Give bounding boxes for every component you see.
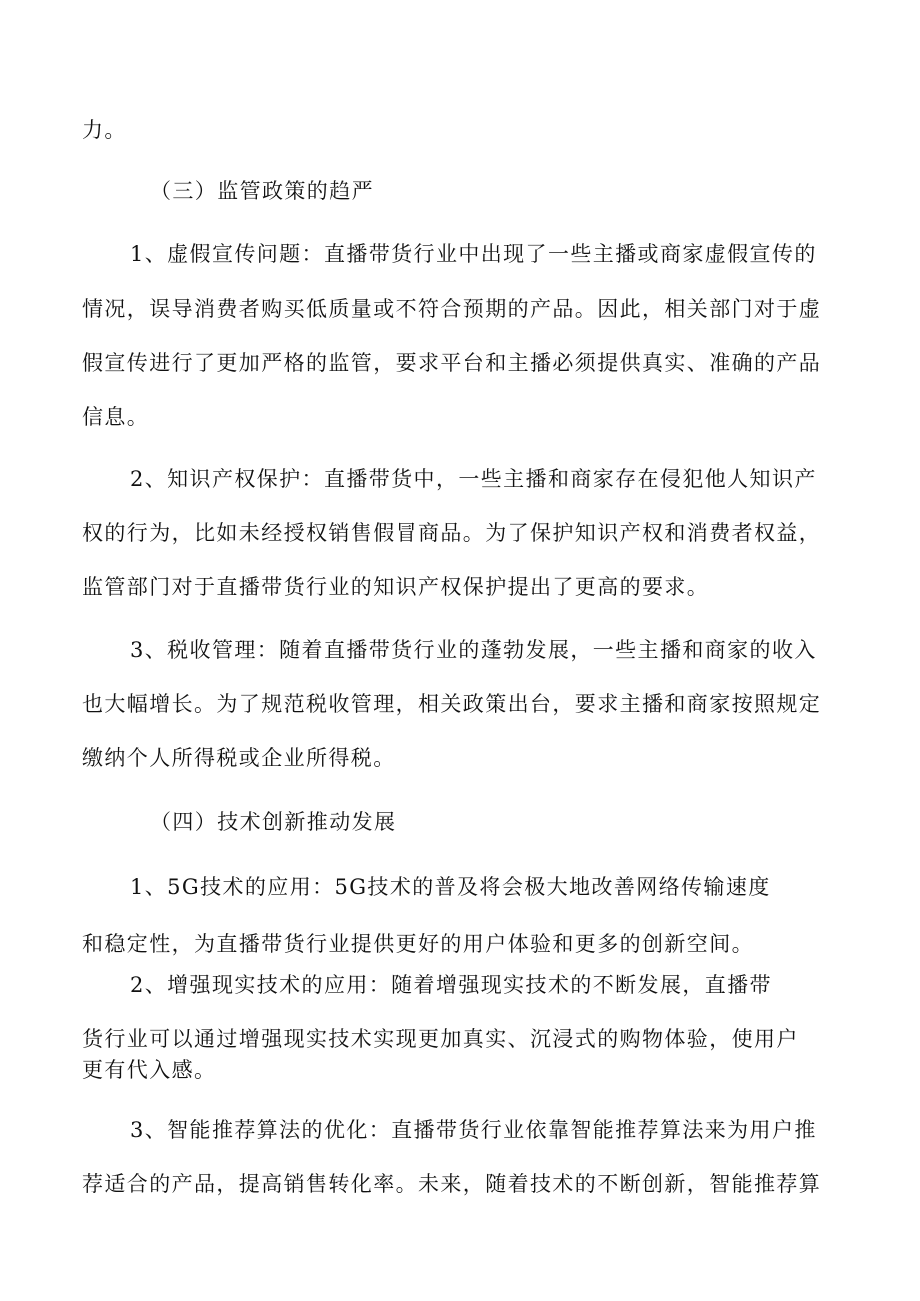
text-line: 更有代入感。 — [82, 1058, 217, 1082]
text-line: 3、智能推荐算法的优化：直播带货行业依靠智能推荐算法来为用户推 — [130, 1118, 817, 1142]
text-line: 假宣传进行了更加严格的监管，要求平台和主播必须提供真实、准确的产品 — [82, 351, 822, 375]
text-line: 缴纳个人所得税或企业所得税。 — [82, 746, 396, 770]
text-line: 也大幅增长。为了规范税收管理，相关政策出台，要求主播和商家按照规定 — [82, 692, 822, 716]
text-line: 权的行为，比如未经授权销售假冒商品。为了保护知识产权和消费者权益， — [82, 521, 822, 545]
text-line: 力。 — [82, 118, 127, 142]
text-line: 1、虚假宣传问题：直播带货行业中出现了一些主播或商家虚假宣传的 — [130, 242, 817, 266]
text-line: 3、税收管理：随着直播带货行业的蓬勃发展，一些主播和商家的收入 — [130, 638, 817, 662]
text-line: 1、5G技术的应用：5G技术的普及将会极大地改善网络传输速度 — [130, 875, 771, 899]
text-line: 和稳定性，为直播带货行业提供更好的用户体验和更多的创新空间。 — [82, 932, 754, 956]
text-line: 荐适合的产品，提高销售转化率。未来，随着技术的不断创新，智能推荐算 — [82, 1172, 822, 1196]
section-heading: （四）技术创新推动发展 — [150, 810, 397, 834]
text-line: 信息。 — [82, 405, 150, 429]
text-line: 货行业可以通过增强现实技术实现更加真实、沉浸式的购物体验，使用户 — [82, 1027, 799, 1051]
text-line: 2、知识产权保护：直播带货中，一些主播和商家存在侵犯他人知识产 — [130, 467, 817, 491]
text-line: 监管部门对于直播带货行业的知识产权保护提出了更高的要求。 — [82, 575, 710, 599]
text-line: 2、增强现实技术的应用：随着增强现实技术的不断发展，直播带 — [130, 973, 772, 997]
section-heading: （三）监管政策的趋严 — [150, 179, 374, 203]
text-line: 情况，误导消费者购买低质量或不符合预期的产品。因此，相关部门对于虚 — [82, 297, 822, 321]
